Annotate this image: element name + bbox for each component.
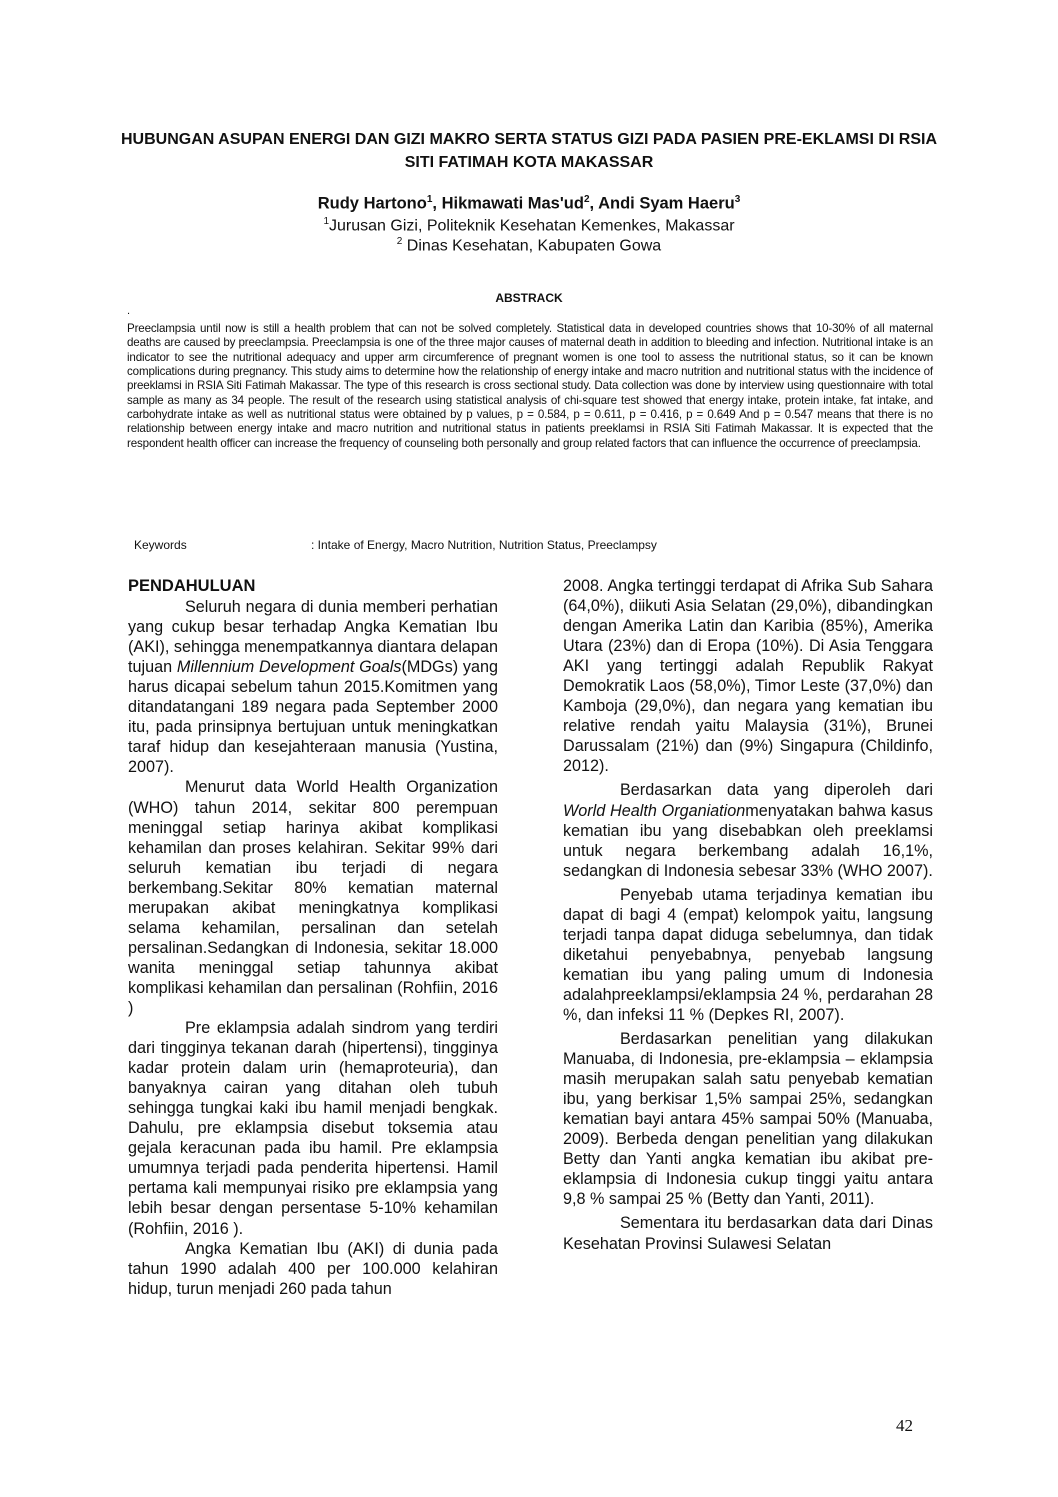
- affiliation-2: [110, 232, 948, 256]
- author-name: Andi Syam Haeru: [598, 194, 735, 213]
- affiliation-sup: 1: [323, 216, 330, 227]
- affiliation-sup: 2: [396, 236, 403, 247]
- paper-title: HUBUNGAN ASUPAN ENERGI DAN GIZI MAKRO SERTA STATUS GIZI PADA PASIEN PRE-EKLAMSI DI RSIA SITI FATIMAH KOTA MAKASSAR: [120, 131, 938, 171]
- left-column: [128, 576, 498, 1299]
- abstract-text: Preeclampsia until now is still a health problem that can not be solved completely. Statistical data in developed countries shows that 10-30% of all maternal deaths are caused by preeclampsia. Preeclampsia is one of the three major causes of maternal death in addition to bleeding and infection. Nutritional intake is an indicator to see the nutritional adequacy and upper arm circumference of pregnant women is one tool to assess the nutritional status, so it can be known complications during pregnancy. This study aims to determine how the relationship of energy intake and macro nutrition and nutritional status with the incidence of preeklamsi in RSIA Siti Fatimah Makassar. The type of this research is cross sectional study. Data collection was done by interview using questionnaire with total sample as many as 34 people. The result of the research using statistical analysis of chi-square test showed that energy intake, protein intake, fat intake, and carbohydrate intake as well as nutritional status were obtained by p values, p = 0.584, p = 0.611, p = 0.416, p = 0.649 And p = 0.547 means that there is no relationship between energy intake and macro nutrition and nutritional status in patients preeklamsi in RSIA Siti Fatimah Makassar. It is expected that the respondent health officer can increase the frequency of counseling both personally and group related factors that can influence the occurrence of preeclampsia.: [127, 322, 933, 450]
- section-heading: PENDAHULUAN: [128, 577, 256, 595]
- paragraph: Berdasarkan penelitian yang dilakukan Manuaba, di Indonesia, pre-eklampsia – eklampsia masih merupakan salah satu penyebab kematian ibu, yang berkisar 1,5% sampai 25%, sedangkan kematian bayi antara 45% sampai 50% (Manuaba, 2009). Berbeda dengan penelitian yang dilakukan Betty dan Yanti angka kematian ibu akibat pre-eklampsia di Indonesia cukup tinggi yaitu antara 9,8 % sampai 25 % (Betty dan Yanti, 2011).: [563, 1030, 933, 1209]
- paragraph: Angka Kematian Ibu (AKI) di dunia pada tahun 1990 adalah 400 per 100.000 kelahiran hidup, turun menjadi 260 pada tahun: [128, 1239, 498, 1298]
- paragraph: [563, 780, 933, 880]
- abstract-marker: .: [127, 305, 131, 317]
- keywords-label: Keywords: [134, 538, 187, 552]
- paragraph-italic: Millennium Development Goals: [176, 658, 402, 677]
- paragraph: 2008. Angka tertinggi terdapat di Afrika Sub Sahara (64,0%), diikuti Asia Selatan (29,0%), dibandingkan dengan Amerika Latin dan Karibia (85%), Amerika Utara (23%) dan di Eropa (10%). Di Asia Tenggara AKI yang tertinggi adalah Republik Rakyat Demokratik Laos (58,0%), Timor Leste (37,0%) dan Kamboja (29,0%), dan negara yang kematian ibu relative rendah yaitu Malaysia (31%), Brunei Darussalam (21%) dan (9%) Singapura (Childinfo, 2012).: [563, 577, 933, 776]
- author-sup: 1: [426, 194, 433, 205]
- paragraph-text: Berdasarkan data yang diperoleh dari: [620, 781, 933, 800]
- paragraph-text: (MDGs) yang harus dicapai sebelum tahun 2015.Komitmen yang ditandatangani 189 negara pada September 2000 itu, pada prinsipnya bertujuan untuk meningkatkan taraf hidup dan kesejahteraan manusia (Yustina, 2007).: [128, 658, 499, 777]
- affiliation-text: Dinas Kesehatan, Kabupaten Gowa: [402, 237, 662, 255]
- right-column: [563, 576, 933, 1254]
- author-sup: 3: [734, 194, 741, 205]
- paragraph: Sementara itu berdasarkan data dari Dinas Kesehatan Provinsi Sulawesi Selatan: [563, 1214, 933, 1253]
- paragraph: Pre eklampsia adalah sindrom yang terdiri dari tingginya tekanan darah (hipertensi), tingginya kadar protein dalam urin (hemaproteuria), dan banyaknya cairan yang ditahan oleh tubuh sehingga tungkai kaki ibu hamil menjadi bengkak. Dahulu, pre eklampsia disebut toksemia atau gejala keracunan pada ibu hamil. Pre eklampsia umumnya terjadi pada penderita hipertensi. Hamil pertama kali mempunyai risiko pre eklampsia yang lebih besar dengan persentase 5-10% kehamilan (Rohfiin, 2016 ).: [128, 1019, 498, 1238]
- paragraph: Menurut data World Health Organization (WHO) tahun 2014, sekitar 800 perempuan meninggal setiap harinya akibat komplikasi kehamilan dan proses kelahiran. Sekitar 99% dari seluruh kematian ibu terjadi di negara berkembang.Sekitar 80% kematian maternal merupakan akibat meningkatnya komplikasi selama kehamilan, persalinan dan setelah persalinan.Sedangkan di Indonesia, sekitar 18.000 wanita meninggal setiap tahunnya akibat komplikasi kehamilan dan persalinan (Rohfiin, 2016 ): [128, 778, 498, 1017]
- author-sup: 2: [583, 194, 590, 205]
- abstract-heading: ABSTRACK: [495, 291, 563, 305]
- paragraph: Penyebab utama terjadinya kematian ibu dapat di bagi 4 (empat) kelompok yaitu, langsung terjadi tanpa dapat diduga sebelumnya, dan tidak diketahui penyebabnya, penyebab langsung kematian ibu yang paling umum di Indonesia adalahpreeklampsi/eklampsia 24 %, perdarahan 28 %, dan infeksi 11 % (Depkes RI, 2007).: [563, 885, 933, 1024]
- page-number: 42: [896, 1416, 913, 1435]
- paragraph: [128, 597, 498, 777]
- paragraph-text: menyatakan bahwa kasus kematian ibu yang disebabkan oleh preeklamsi untuk negara berkembang adalah 16,1%, sedangkan di Indonesia sebesar 33% (WHO 2007).: [563, 801, 934, 880]
- paragraph-italic: World Health Organiation: [563, 801, 746, 820]
- author-name: Hikmawati Mas'ud: [441, 194, 584, 213]
- paragraph-text: Seluruh negara di dunia memberi perhatian yang cukup besar terhadap Angka Kematian Ibu (AKI), sehingga menempatkannya diantara delapan tujuan: [128, 598, 498, 677]
- author-name: Rudy Hartono: [317, 194, 427, 213]
- author-list: Rudy Hartono$^1$, Hikmawati $Mas'ud^2$, Andi Syam Haeru$^3$: [317, 194, 741, 213]
- affiliation-text: Jurusan Gizi, Politeknik Kesehatan Kemenkes, Makassar: [329, 217, 735, 235]
- keywords-value: : Intake of Energy, Macro Nutrition, Nutrition Status, Preeclampsy: [311, 538, 657, 552]
